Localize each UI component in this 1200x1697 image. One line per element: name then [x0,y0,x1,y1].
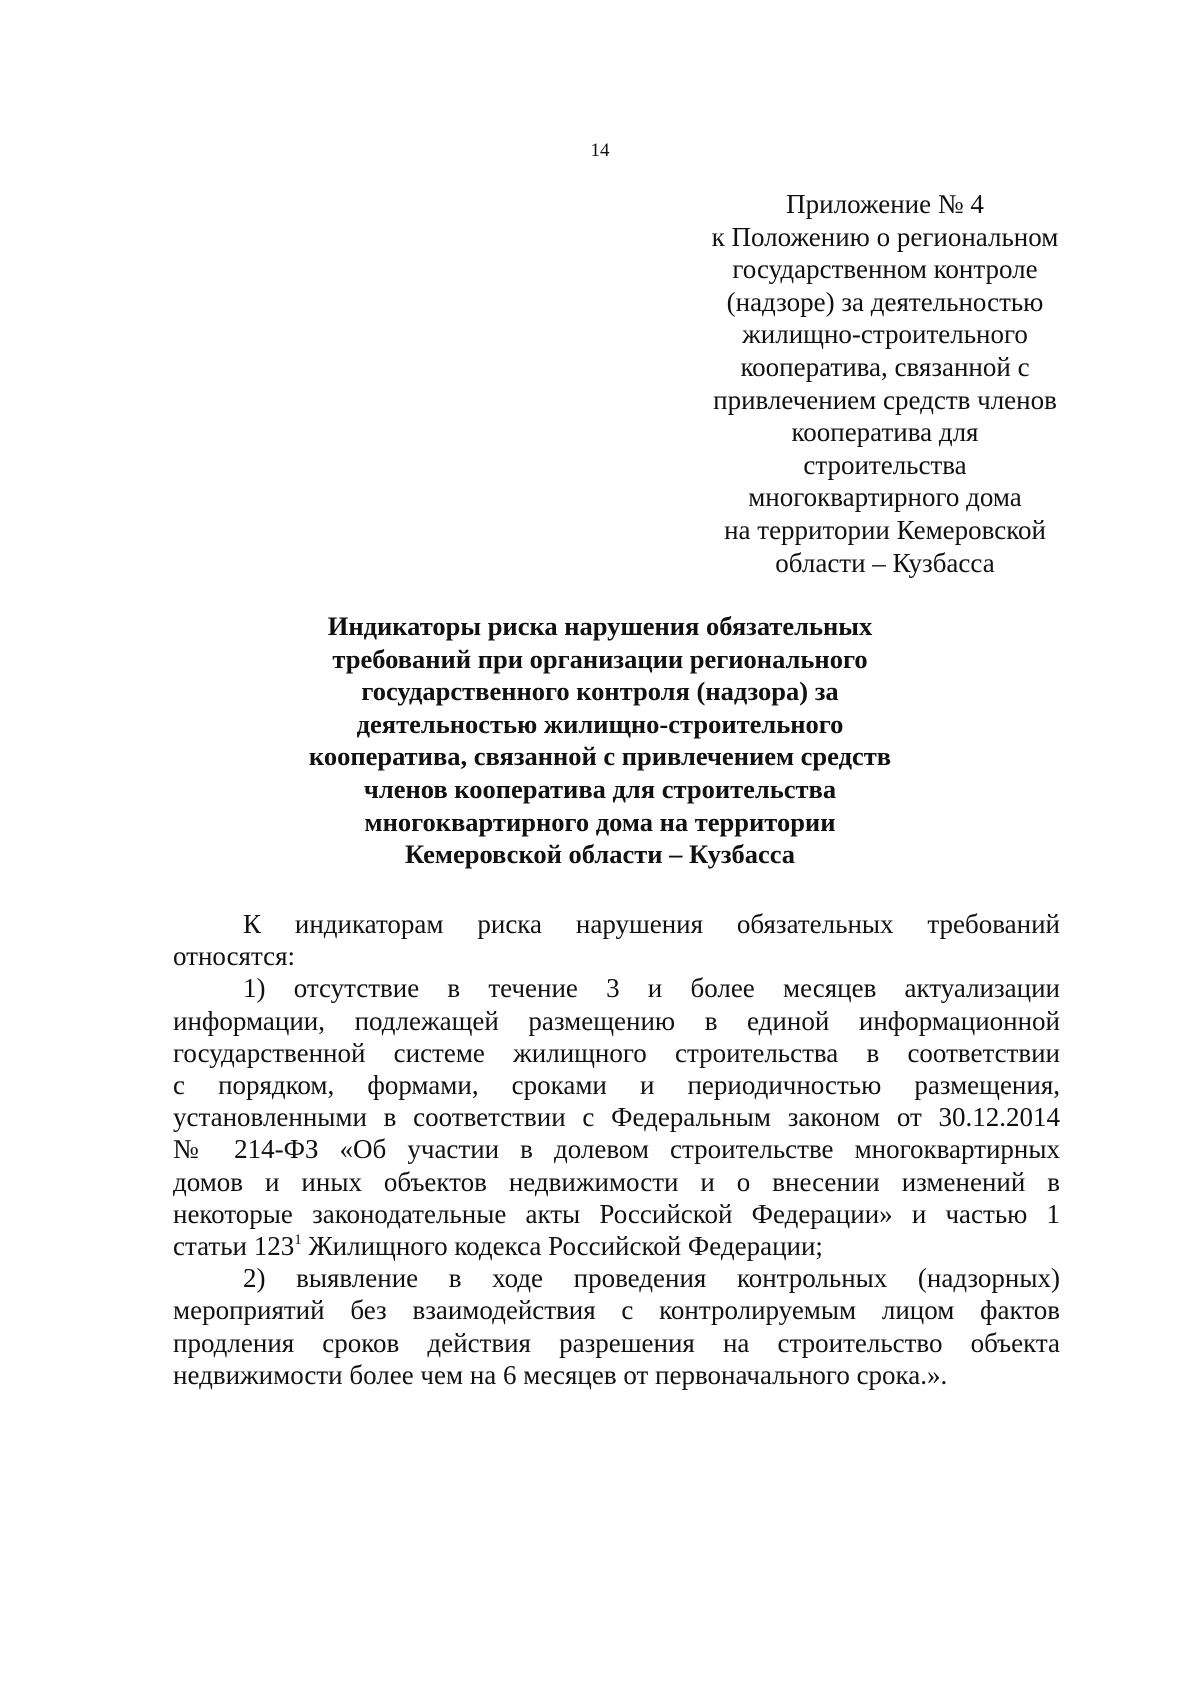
text-line: информации, подлежащей размещению в единой информационной [173,1005,1060,1036]
text-line: некоторые законодательные акты Российской Федерации» и частью 1 [173,1198,1060,1229]
text-line: мероприятий без взаимодействия с контролируемым лицом фактов [173,1295,1060,1326]
text-line: относятся: [173,941,296,972]
text-segment: статьи 123 [173,1231,295,1262]
appendix-header [665,188,1105,579]
intro-paragraph [173,908,1060,972]
text-line: 2) выявление в ходе проведения контрольных (надзорных) [243,1263,1060,1294]
text-line: К индикаторам риска нарушения обязательных требований [243,909,1060,939]
appendix-line: области – Кузбасса [775,547,995,578]
appendix-line: государственном контроле [732,254,1038,285]
text-line: недвижимости более чем на 6 месяцев от первоначального срока.». [173,1359,948,1390]
title-line: многоквартирного дома на территории [364,806,836,837]
title-line: членов кооператива для строительства [363,773,837,804]
appendix-line: привлечением средств членов [713,384,1057,415]
superscript: 1 [294,1232,302,1249]
appendix-line: к Положению о региональном [711,221,1059,252]
list-item-2 [173,1262,1060,1391]
appendix-line: многоквартирного дома [748,482,1022,513]
text-line: установленными в соответствии с Федеральным законом от 30.12.2014 [173,1102,1060,1133]
title-line: требований при организации регионального [332,643,868,674]
appendix-line: кооператива, связанной с [740,351,1030,382]
list-item-1 [173,972,1060,1262]
text-line: № 214-ФЗ «Об участии в долевом строительстве многоквартирных [173,1134,1060,1165]
body-text [173,908,1060,1391]
document-title [250,610,950,871]
text-line: с порядком, формами, сроками и периодичностью размещения, [173,1070,1060,1101]
text-line: 1) отсутствие в течение 3 и более месяцев актуализации [243,973,1060,1004]
appendix-line: жилищно-строительного [742,319,1028,350]
title-line: деятельностью жилищно-строительного [356,708,844,739]
appendix-line: кооператива для [791,417,979,448]
appendix-line: Приложение № 4 [786,189,984,219]
page-number: 14 [590,140,610,161]
title-line: государственного контроля (надзора) за [361,676,839,707]
title-line: Индикаторы риска нарушения обязательных [327,611,873,641]
title-line: кооператива, связанной с привлечением средств [308,741,892,772]
text-line: домов и иных объектов недвижимости и о внесении изменений в [173,1166,1060,1197]
text-line: продления сроков действия разрешения на строительство объекта [173,1327,1060,1358]
appendix-line: (надзоре) за деятельностью [726,286,1044,317]
appendix-line: на территории Кемеровской [724,514,1046,545]
title-line: Кемеровской области – Кузбасса [404,839,796,870]
text-segment: Жилищного кодекса Российской Федерации; [301,1231,823,1262]
text-line [173,1230,1060,1262]
appendix-line: строительства [803,449,967,480]
text-line: государственной системе жилищного строительства в соответствии [173,1037,1060,1068]
